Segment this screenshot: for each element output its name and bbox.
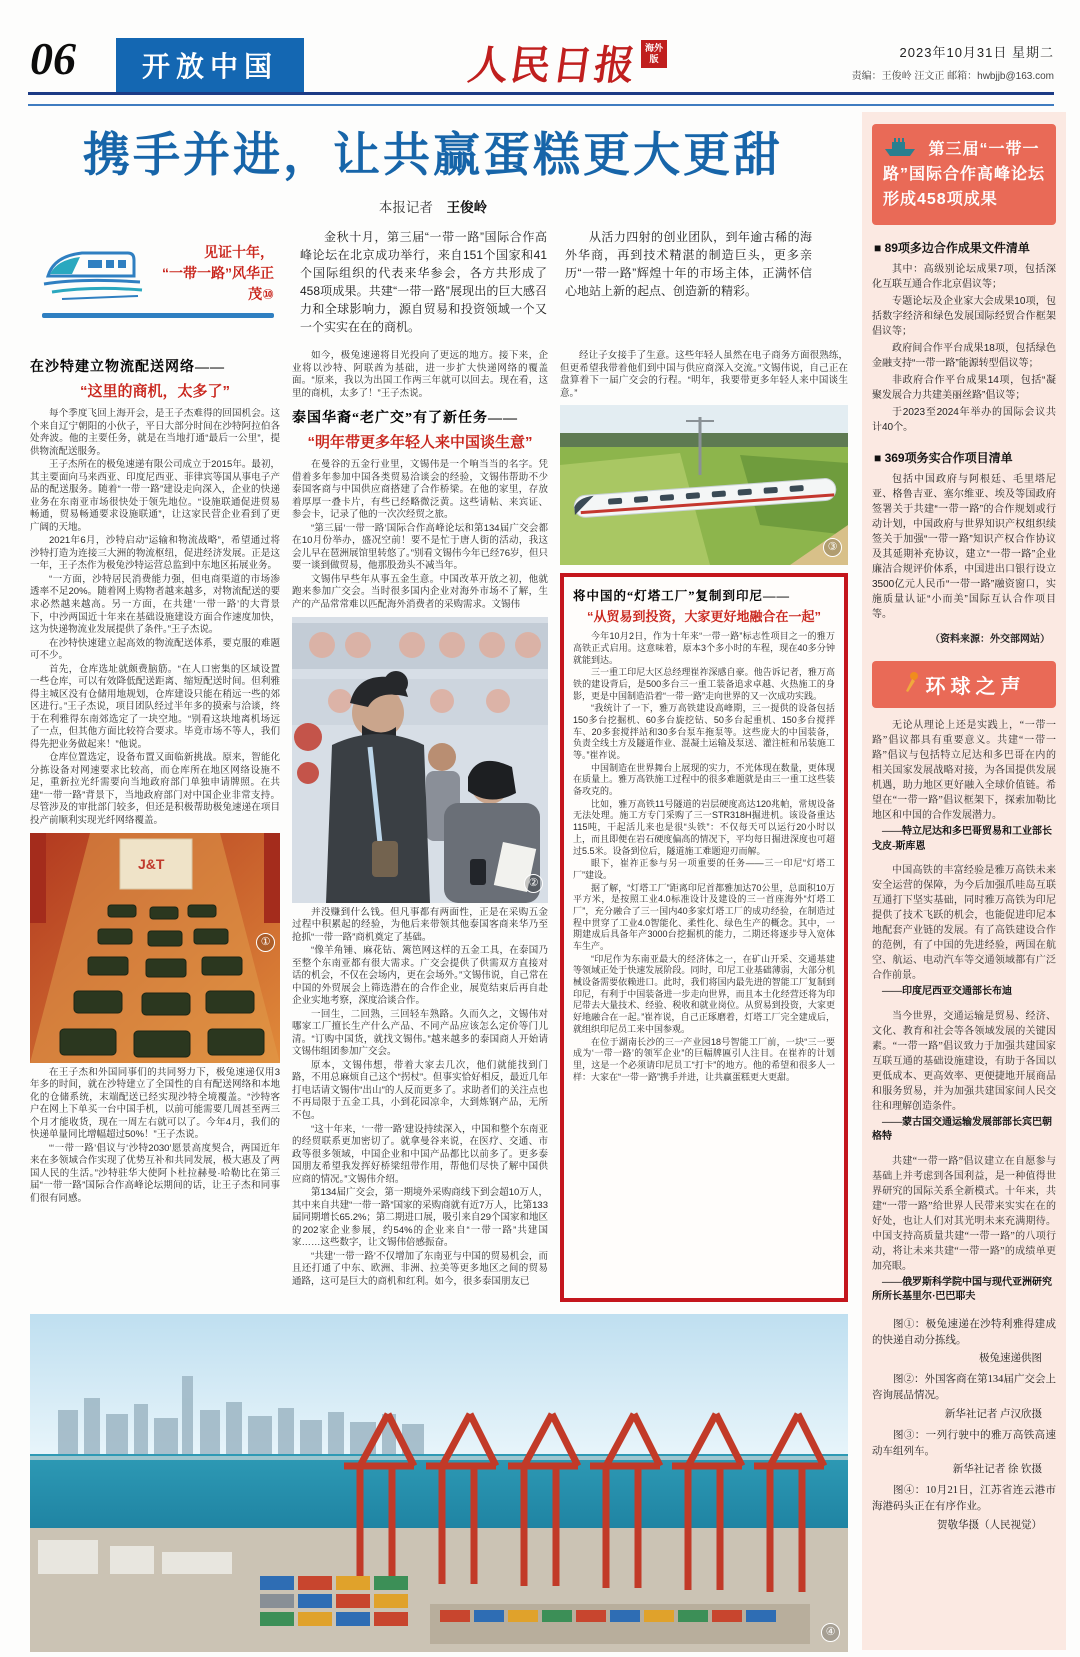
quote-author: ——俄罗斯科学院中国与现代亚洲研究所所长基里尔·巴巴耶夫 bbox=[872, 1276, 1052, 1303]
results-list2-title: ■ 369项务实合作项目清单 bbox=[874, 451, 1013, 466]
caption-3: 图③：一列行驶中的雅万高铁高速动车组列车。 bbox=[872, 1429, 1056, 1457]
paragraph: 其中：高级别论坛成果7项，包括深化互联互通合作北京倡议等； bbox=[872, 264, 1056, 291]
paragraph: 第134届广交会，第一期境外采购商线下到会超10万人，其中来自共建“一带一路”国家的采购商就有近7万人，比第133届同期增长65.2%；第二期进口展，吸引来自29个国家和地区的202家企业参展，约54%的企业来自“一带一路”共建国家……这些数字，让文锡伟倍感振奋。 bbox=[292, 1187, 548, 1249]
paper-name: 人民日报 bbox=[465, 43, 640, 88]
byline-label: 本报记者 bbox=[378, 200, 433, 215]
paragraph: “共建‘一带一路’不仅增加了东南亚与中国的贸易机会，而且还打通了中东、欧洲、非洲、拉美等更多地区之间的贸易通路，这可是巨大的商机和红利。如今，很多泰国朋友已 bbox=[292, 1250, 548, 1287]
photo-port-panorama bbox=[30, 1314, 848, 1652]
paragraph: 一回生，二回熟，三回轻车熟路。久而久之，文锡伟对哪家工厂擅长生产什么产品、不同产品应该怎么定价等门儿清。“订购中国货，就找文锡伟。”越来越多的泰国商人开始请文锡伟组团参加广交会。 bbox=[292, 1008, 548, 1058]
editors-line: 责编：王俊岭 汪文正 邮箱：hwbjjb@163.com bbox=[851, 71, 1054, 82]
paragraph: 今年10月2日，作为十年来“一带一路”标志性项目之一的雅万高铁正式启用。这意味着，原本3个多小时的车程，现在40多分钟就能到达。 bbox=[573, 631, 835, 665]
microphone-icon bbox=[903, 671, 919, 699]
byline-name: 王俊岭 bbox=[446, 200, 488, 215]
quote-text: 共建“一带一路”倡议建立在自愿参与基础上并考虑到各国利益，是一种值得世界研究的国际关系全新模式。十年来，共建“一带一路”给世界人民带来实实在在的好处，也让人们对其光明未来充满期待。中国支持高质量共建“一带一路”的八项行动，将让未来共建“一带一路”的成绩单更加亮眼。 bbox=[872, 1155, 1056, 1272]
paragraph: 眼下，崔祚正参与另一项重要的任务——三一印尼“灯塔工厂”建设。 bbox=[573, 858, 835, 880]
article1-title: “这里的商机，太多了” bbox=[79, 383, 230, 400]
photo4-number: ④ bbox=[821, 1623, 840, 1642]
photo-high-speed-train bbox=[560, 405, 848, 565]
photo2-number: ② bbox=[524, 874, 543, 893]
section-title: 开放中国 bbox=[116, 38, 304, 93]
paragraph: “印尼作为东南亚最大的经济体之一，在矿山开采、交通基建等领域正处于快速发展阶段。同时，印尼工业基础薄弱，大部分机械设备需要依赖进口。此时，我们将国内最先进的智能工厂复制到印尼，有利于中国装备进一步走向世界，而且本土化经营还将为印尼带去大量技术、经验、税收和就业岗位。从贸易到投资，大家更好地融合在一起。”崔祚说，自己正琢磨着，灯塔工厂完全建成后，就组织印尼员工来中国参观。 bbox=[573, 953, 835, 1034]
series-logo-line1: 见证十年， bbox=[204, 244, 274, 260]
paragraph: 专题论坛及企业家大会成果10项，包括数字经济和绿色发展国际经贸合作框架倡议等； bbox=[872, 296, 1056, 338]
photo-trade-fair bbox=[292, 617, 548, 903]
paragraph: 金秋十月，第三届“一带一路”国际合作高峰论坛在北京成功举行，来自151个国家和41个国际组织的代表来华参会，各方共形成了458项成果。共建“一带一路”展现出的巨大感召力和全球影响力，源自贸易和投资领域一个又一个实实在在的商机。 bbox=[300, 230, 547, 334]
paragraph: 于2023至2024年举办的国际会议共计40个。 bbox=[872, 407, 1056, 434]
masthead bbox=[458, 34, 678, 91]
column-3 bbox=[560, 350, 848, 1302]
paragraph: 在曼谷的五金行业里，文锡伟是一个响当当的名字。凭借着多年参加中国各类贸易洽谈会的经验，文锡伟帮助不少泰国客商与中国供应商搭建了合作桥梁。在他的家里，存放着厚厚一叠卡片，有些已经略微泛黄。这些请帖、来宾证、参会卡，记录了他的一次次经贸之旅。 bbox=[292, 459, 548, 521]
series-logo bbox=[42, 240, 274, 340]
quote-text: 当今世界，交通运输是贸易、经济、文化、教育和社会等各领域发展的关键因素。“一带一路”倡议致力于加强共建国家互联互通的基础设施建设，有助于各国以更低成本、更高效率、更便捷地开展商品和服务贸易，并为加强共建国家间人民交往和理解创造条件。 bbox=[872, 1010, 1056, 1112]
photo3-number: ③ bbox=[823, 538, 842, 557]
series-logo-line2: “一带一路”风华正茂⑩ bbox=[162, 265, 274, 302]
paragraph: 在位于湖南长沙的三一产业园18号智能工厂前，一块“三一要成为‘一带一路’的领军企业”的巨幅牌匾引人注目。在崔祚的计划里，这是一个必须请印尼员工“打卡”的地方。他的希望和很多人一样：大家在“一带一路”携手并进，让共赢蛋糕更大更甜。 bbox=[573, 1036, 835, 1082]
byline bbox=[48, 196, 818, 216]
paragraph: 比如，雅万高铁11号隧道的岩层硬度高达120兆帕，常规设备无法处理。施工方专门采购了三一STR318H掘进机。该设备重达115吨，干起活儿来也是很“头铁”：不仅每天可以运行20小时以上，而且即便在岩石硬度偏高的情况下，平均每日掘进深度也可超过5.5米。设备到位后，隧道施工难题迎刃而解。 bbox=[573, 798, 835, 856]
column-2 bbox=[292, 350, 548, 1302]
quote-author: ——蒙古国交通运输发展部部长宾巴朝格特 bbox=[872, 1116, 1052, 1143]
article2-lead: 如今，极兔速递将目光投向了更远的地方。接下来，企业将以沙特、阿联酋为基础，进一步扩大快递网络的覆盖面。“原来，我以为出国工作两三年就可以回去。现在看，这里的商机，太多了！”王子杰说。 bbox=[292, 350, 548, 399]
results-list1-title: ■ 89项多边合作成果文件清单 bbox=[874, 241, 1030, 256]
paragraph: 文锡伟早些年从事五金生意。中国改革开放之初，他就跑来参加广交会。当时很多国内企业对海外市场不了解，生产的产品常常难以匹配海外消费者的采购需求。文锡伟 bbox=[292, 573, 548, 610]
article1-body bbox=[30, 408, 280, 829]
caption-4-credit: 贺敬华摄（人民视觉） bbox=[937, 1519, 1042, 1531]
paragraph: 仓库位置选定，设备布置又面临新挑战。原来，智能化分拣设备对网速要求比较高，而仓库所在地区网络设施不足，重新拉光纤需要向当地政府部门单独申请牌照。在共建“一带一路”背景下，当地政府部门对中国企业非常支持。尽管涉及的审批部门较多，但还是积极帮助极兔速递在项目投产前顺利实现光纤网络覆盖。 bbox=[30, 752, 280, 826]
train-icon bbox=[42, 240, 146, 307]
article3-title: “从贸易到投资，大家更好地融合在一起” bbox=[586, 609, 821, 625]
sidebar bbox=[862, 112, 1066, 1650]
quote-text: 中国高铁的丰富经验是雅万高铁未来安全运营的保障，为今后加强爪哇岛互联互通打下坚实基础，同时雅万高铁为印尼提供了技术飞跃的机会，也能促进印尼本地配套产业链的发展。有了高铁建设合作的范例，有了中国的先进经验，两国在航空、航运、电动汽车等交通领域都有广泛合作前景。 bbox=[872, 865, 1056, 982]
paragraph: 原本，文锡伟想，带着大家去几次，他们就能找到门路，不用总麻烦自己这个“拐杖”。但事实恰好相反，最近几年打电话请文锡伟“出山”的人反而更多了。求助者们的关注点也不再局限于五金工具，小到花园凉伞，大到炼钢产品，无所不包。 bbox=[292, 1059, 548, 1121]
photo-captions bbox=[872, 1317, 1056, 1532]
caption-1-credit: 极兔速递供图 bbox=[979, 1353, 1042, 1365]
paragraph: 中国制造在世界舞台上展现的实力，不光体现在数量，更体现在质量上。雅万高铁施工过程中的很多难题就是由三一重工这些装备攻克的。 bbox=[573, 762, 835, 797]
article1-kicker: 在沙特建立物流配送网络—— bbox=[30, 360, 225, 375]
results-list2-body: 包括中国政府与阿根廷、毛里塔尼亚、格鲁吉亚、塞尔维亚、埃及等国政府签署关于共建“一带一路”的合作规划或行动计划，中国政府与世界知识产权组织续签关于加强“一带一路”知识产权合作协议及其延期补充协议，建立“一带一路”企业廉洁合规评价体系，中国进出口银行设立3500亿元人民币“一带一路”融资窗口，实施质量认证“小而美”国际互认合作项目等。 bbox=[872, 474, 1056, 621]
column-1 bbox=[30, 350, 280, 1302]
paragraph: 在王子杰和外国同事们的共同努力下，极兔速递仅用3年多的时间，就在沙特建立了全国性的自有配送网络和本地化的仓储系统，末端配送已经实现沙特全境覆盖。“沙特客户在网上下单买一台中国手机，以前可能需要几周甚至两三个月才能收货，现在一周左右就可以了。今年4月，我们的快递单量同比增幅超过50%！”王子杰说。 bbox=[30, 1066, 280, 1141]
paragraph: 每个季度飞回上海开会，是王子杰难得的回国机会。这个来自辽宁朝阳的小伙子，平日大部分时间在沙特阿拉伯各处奔波。他的主要任务，就是在当地打通“最后一公里”，提供物流配送服务。 bbox=[30, 408, 280, 457]
paragraph: 三一重工印尼大区总经理崔祚深感自豪。他告诉记者，雅万高铁的建设背后，是500多台三一重工装备追求卓越、火热施工的身影，更是中国制造沿着“一带一路”走向世界的又一次成功实践。 bbox=[573, 667, 835, 701]
article2-body-after bbox=[292, 907, 548, 1303]
article3-body bbox=[573, 631, 835, 1083]
paragraph: 非政府合作平台成果14项，包括“凝聚发展合力共建美丽丝路”倡议等； bbox=[872, 375, 1056, 402]
paragraph: 从活力四射的创业团队，到年逾古稀的海外华商，再到技术精湛的制造巨头，更多亲历“一带一路”辉煌十年的市场主体，正满怀信心地站上新的起点、创造新的精彩。 bbox=[565, 230, 812, 298]
summit-results-title: 第三届“一带一路”国际合作高峰论坛形成458项成果 bbox=[883, 141, 1046, 208]
article2-body bbox=[292, 459, 548, 612]
source-line: （资料来源：外交部网站） bbox=[930, 634, 1050, 646]
article2-title: “明年带更多年轻人来中国谈生意” bbox=[307, 434, 533, 452]
photo-sorting-line bbox=[30, 833, 280, 1063]
caption-2: 图②：外国客商在第134届广交会上咨询展品情况。 bbox=[872, 1374, 1056, 1402]
header-rule-thin bbox=[28, 104, 1054, 106]
article2-kicker: 泰国华裔“老广交”有了新任务—— bbox=[292, 411, 518, 427]
paragraph: “我统计了一下，雅万高铁建设高峰期，三一提供的设备包括150多台挖掘机、60多台旋挖钻、50多台起重机、150多台搅拌车、20多套搅拌站和30多台泵车拖泵等。这些庞大的中国装备，负责全线土方及隧道作业、混凝土运输及泵送、灌注桩和吊装施工等。”崔祚说。 bbox=[573, 703, 835, 760]
caption-1: 图①：极兔速递在沙特利雅得建成的快递自动分拣线。 bbox=[872, 1318, 1056, 1346]
lighthouse-factory-box bbox=[560, 573, 848, 1302]
article1-body-after bbox=[30, 1067, 280, 1302]
article3-kicker: 将中国的“灯塔工厂”复制到印尼—— bbox=[573, 589, 791, 604]
main-headline: 携手并进，让共赢蛋糕更大更甜 bbox=[83, 130, 783, 182]
article2-continuation: 经让子女接手了生意。这些年轻人虽然在电子商务方面很熟练，但更希望我带着他们到中国与供应商深入交流。”文锡伟说，自己正在盘算着下一届广交会的行程。“明年，我要带更多年轻人来中国谈生意。” bbox=[560, 350, 848, 399]
photo1-number: ① bbox=[256, 933, 275, 952]
quote-author: ——特立尼达和多巴哥贸易和工业部长戈皮-斯库恩 bbox=[872, 826, 1052, 852]
quote-author: ——印度尼西亚交通部长布迪 bbox=[882, 986, 1012, 998]
paragraph: “‘一带一路’倡议与‘沙特2030’愿景高度契合，两国近年来在多领域合作实现了优势互补和共同发展，极大惠及了两国人民的生活。”沙特驻华大使阿卜杜拉赫曼·哈勒比在第三届“一带一路”国际合作高峰论坛期间的话，让王子杰和同事们很有同感。 bbox=[30, 1142, 280, 1204]
lead-intro bbox=[300, 228, 812, 340]
series-logo-text bbox=[150, 242, 274, 305]
paragraph: 首先，仓库选址就颇费脑筋。“在人口密集的区域设置一些仓库，可以有效降低配送距离、缩短配送时间。但利雅得主城区没有仓储用地规划，仓库建设只能在稍远一些的郊区进行。”王子杰说，项目团队经过半年多的摸索与洽谈，终于在利雅得东南郊选定了一块空地。“别看这块地离机场远了一点，但其他方面比较符合要求。毕竟市场不等人，我们得先把业务做起来！”他说。 bbox=[30, 663, 280, 750]
paragraph: “像羊角锤、麻花钻、篱笆网这样的五金工具，在泰国乃至整个东南亚都有很大需求。广交会提供了供需双方直接对话的机会，不仅在会场内，更在会场外。”文锡伟说，自己常在中国的外贸展会上筛选潜在的合作企业，展览结束后再自赴企业实地考察，深度洽谈合作。 bbox=[292, 945, 548, 1007]
paragraph: 2021年6月，沙特启动“运输和物流战略”，希望通过将沙特打造为连接三大洲的物流枢纽，促进经济发展。正是这一年，王子杰作为极兔沙特运营总监到中东地区拓展业务。 bbox=[30, 535, 280, 572]
jt-brand-label: J&T bbox=[138, 855, 165, 872]
caption-3-credit: 新华社记者 徐 钦摄 bbox=[952, 1464, 1042, 1476]
caption-4: 图④：10月21日，江苏省连云港市海港码头正在有序作业。 bbox=[872, 1485, 1056, 1513]
page-number: 06 bbox=[30, 33, 76, 84]
ship-icon bbox=[883, 141, 928, 158]
dateline: 2023年10月31日 星期二 bbox=[899, 45, 1054, 60]
paragraph: “一方面，沙特居民消费能力强，但电商渠道的市场渗透率不足20%。随着网上购物者越来越多，对物流配送的要求必然越来越高。另一方面，在共建‘一带一路’的大背景下，中沙两国近十年来在基础设施建设方面合作速度加快，这为快递物流业发展提供了条件。”王子杰说。 bbox=[30, 573, 280, 636]
paragraph: “这十年来，‘一带一路’建设持续深入，中国和整个东南亚的经贸联系更加密切了。就拿曼谷来说，在医疗、交通、市政等很多领域，中国企业和中国产品都比以前多了。更多泰国朋友希望我发挥好桥梁纽带作用，帮他们尽快了解中国供应商的情况。”文锡伟介绍。 bbox=[292, 1123, 548, 1185]
paragraph: 王子杰所在的极兔速递有限公司成立于2015年。最初，其主要面向马来西亚、印度尼西亚、菲律宾等国从事电子产品的配送服务。随着“一带一路”建设走向深入，企业的快递业务在东南亚市场很快处于领先地位。“设施联通促进贸易畅通，贸易畅通要求设施联通”，让这家民营企业看到了更广阔的天地。 bbox=[30, 459, 280, 533]
paragraph: 政府间合作平台成果18项，包括绿色金融支持“一带一路”能源转型倡议等； bbox=[872, 343, 1056, 370]
paragraph: 并没赚到什么钱。但凡事都有两面性，正是在采购五金过程中积累起的经验，为他后来带领其他泰国客商来华乃至抢抓“一带一路”商机奠定了基础。 bbox=[292, 906, 548, 943]
header-right bbox=[852, 42, 1054, 82]
paragraph: 据了解，“灯塔工厂”距离印尼首都雅加达70公里，总面积10万平方米，是按照工业4.0标准设计及建设的三一首座海外“灯塔工厂”，充分融合了三一国内40多家灯塔工厂的成功经验，在制造过程中贯穿了工业4.0智能化、柔性化、绿色生产的概念。其中，一期建成后具备年产3000台挖掘机的能力，二期还将逐步导入宽体车生产。 bbox=[573, 882, 835, 951]
caption-2-credit: 新华社记者 卢汉欣摄 bbox=[944, 1408, 1042, 1420]
global-voices-banner bbox=[872, 661, 1056, 708]
summit-results-box bbox=[872, 124, 1056, 225]
global-voices-title: 环球之声 bbox=[925, 676, 1026, 699]
series-logo-underline bbox=[42, 313, 274, 318]
header-rule-thick bbox=[28, 92, 1054, 95]
results-list1 bbox=[872, 262, 1056, 435]
quote-text: 无论从理论上还是实践上，“一带一路”倡议都具有重要意义。共建“一带一路”倡议与包括特立尼达和多巴哥在内的相关国家发展战略对接，为各国提供发展机遇，助力地区更好融入全球价值链。希望在“一带一路”倡议框架下，探索加勒比地区和中国的合作发展潜力。 bbox=[872, 720, 1056, 822]
page-header bbox=[28, 30, 1054, 90]
paragraph: “第三届‘一带一路’国际合作高峰论坛和第134届广交会都在10月份举办，盛况空前！要不是忙于唐人街的活动，我这会儿早在琶洲展馆里转悠了。”别看文锡伟今年已经76岁，但只要一谈到做贸易，他那股劲头不减当年。 bbox=[292, 522, 548, 572]
paragraph: 在沙特快速建立起高效的物流配送体系，要克服的难题可不少。 bbox=[30, 637, 280, 662]
edition-badge: 海外版 bbox=[641, 40, 667, 68]
